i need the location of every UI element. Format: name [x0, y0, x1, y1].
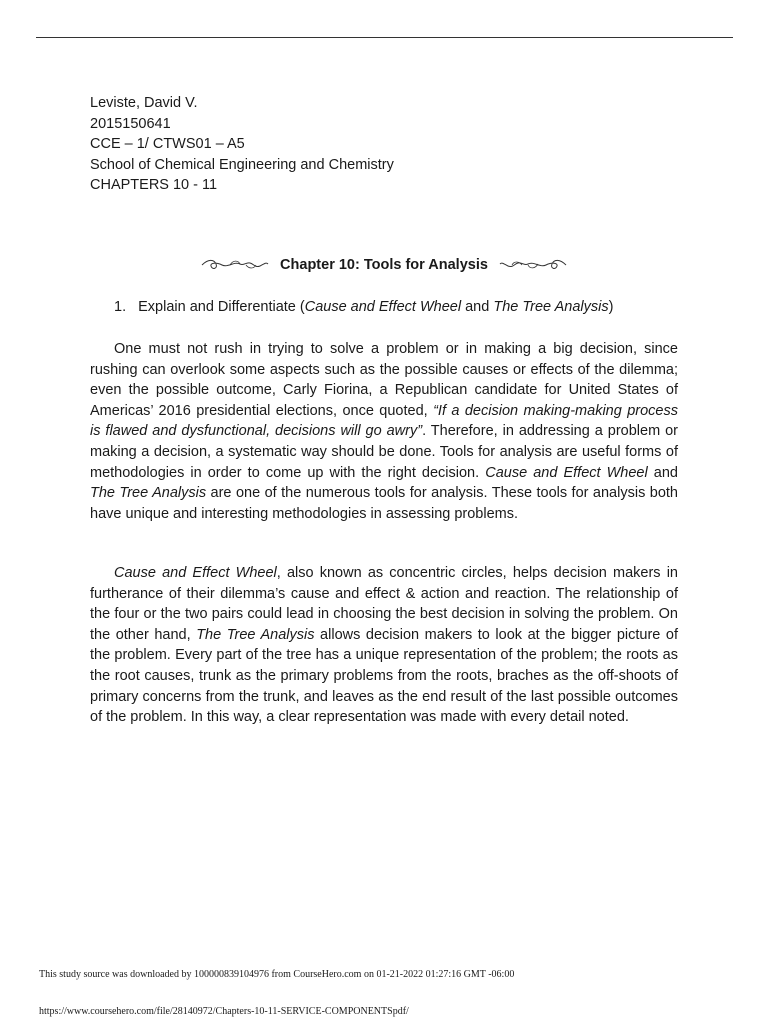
- question-conj: and: [461, 299, 494, 315]
- p1-conj: and: [647, 464, 678, 481]
- question-number: 1.: [114, 299, 127, 315]
- course-section: CCE – 1/ CTWS01 – A5: [90, 136, 245, 152]
- p2-part2: allows decision makers to look at the bigger picture of the problem. Every part of the tree has a unique representation of the problem; the roots as the root causes, trunk as the primary problems from the roots, braches as the off-shoots of primary concerns from the trunk, and leaves as the end result of the last possible outcomes of the problem. In this way, a clear representation was made with every detail noted.: [90, 626, 678, 726]
- question-term-tree: The Tree Analysis: [493, 299, 609, 315]
- chapters-label: CHAPTERS 10 - 11: [90, 177, 218, 193]
- question-term-wheel: Cause and Effect Wheel: [304, 299, 462, 315]
- source-url[interactable]: https://www.coursehero.com/file/28140972/Chapters-10-11-SERVICE-COMPONENTSpdf/: [39, 1006, 409, 1017]
- p2-term-wheel: Cause and Effect Wheel: [114, 565, 277, 581]
- student-header: [90, 93, 394, 196]
- top-divider: [36, 37, 733, 38]
- p1-part1: One must not rush in trying to solve a problem or in making a big decision, since rushing can overlook some aspects such as the possible causes or effects of the dilemma; even the possible outcome, Carly Fiorina, a Republican candidate for United States of Americas’ 2016 presidential elections, once quoted,: [90, 341, 678, 419]
- chapter-title: Chapter 10: Tools for Analysis: [280, 257, 488, 273]
- download-notice: This study source was downloaded by 100000839104976 from CourseHero.com on 01-21-2022 01:27:16 GMT -06:00: [39, 969, 515, 980]
- p2-part1: , also known as concentric circles, helps decision makers in furtherance of their dilemma’s cause and effect & action and reaction. The relationship of the four or the two pairs could lead in choosing the best decision in solving the problem. On the other hand,: [90, 565, 678, 643]
- student-name: Leviste, David V.: [90, 95, 198, 111]
- p1-quote: “If a decision making-making process is flawed and dysfunctional, decisions will go awry”: [90, 402, 678, 440]
- p1-term-tree: The Tree Analysis: [90, 485, 207, 502]
- paragraph-intro: [90, 339, 678, 524]
- paragraph-comparison: [90, 563, 678, 728]
- flourish-left-icon: [200, 258, 270, 272]
- chapter-heading: [0, 254, 768, 276]
- school-name: School of Chemical Engineering and Chemistry: [90, 156, 394, 173]
- student-id: 2015150641: [90, 115, 171, 132]
- question-prefix: Explain and Differentiate (: [138, 299, 305, 315]
- flourish-right-icon: [498, 258, 568, 272]
- p1-part3: are one of the numerous tools for analysis. These tools for analysis both have unique and interesting methodologies in assessing problems.: [90, 485, 678, 522]
- p2-term-tree: The Tree Analysis: [196, 626, 315, 643]
- p1-term-wheel: Cause and Effect Wheel: [485, 464, 648, 481]
- question-suffix: ): [608, 299, 614, 315]
- p1-part2: . Therefore, in addressing a problem or making a decision, a systematic way should be done. Tools for analysis are useful forms of methodologies in order to come up with the right decision.: [90, 423, 678, 481]
- question-1: [114, 297, 613, 317]
